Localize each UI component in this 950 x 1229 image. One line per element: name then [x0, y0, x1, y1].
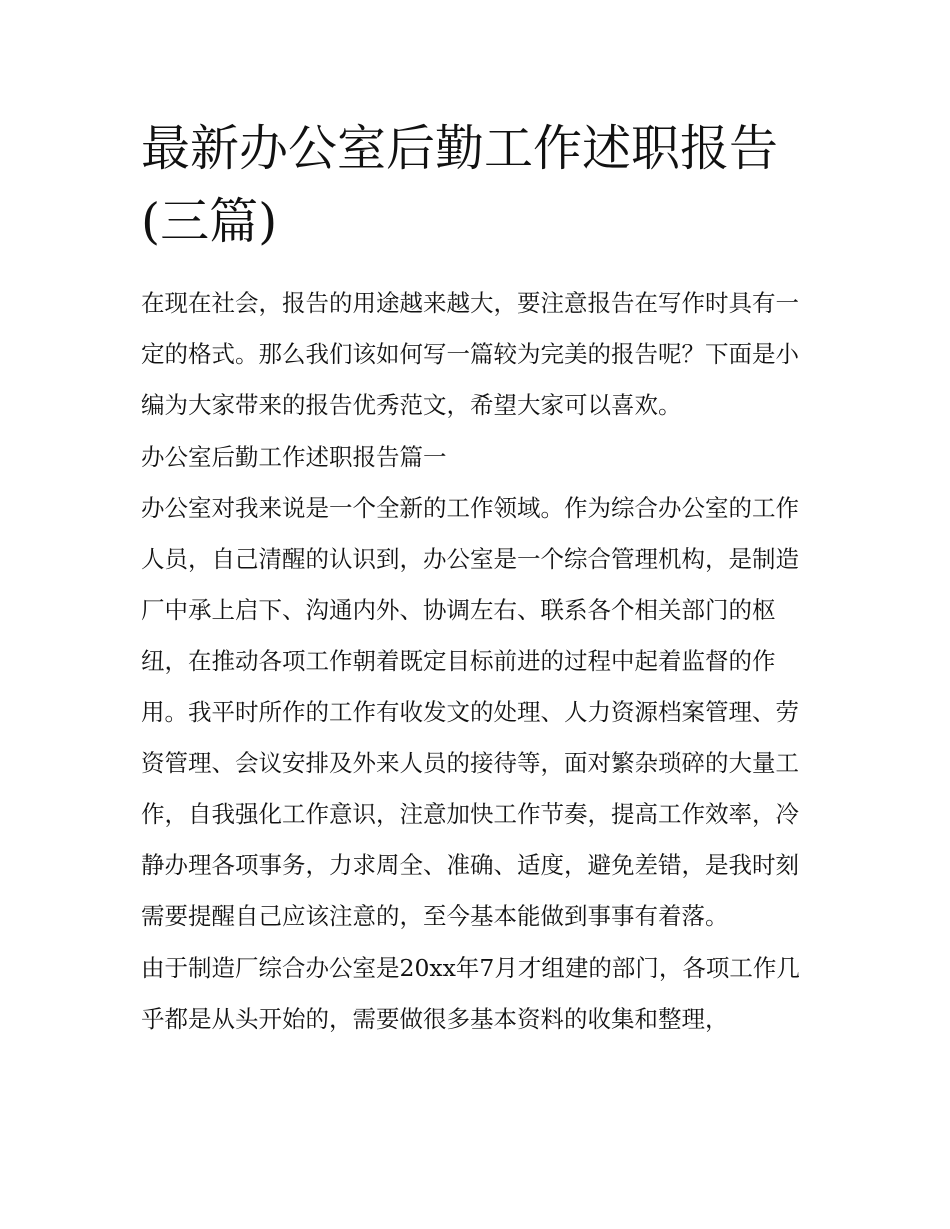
body-paragraph-2: 由于制造厂综合办公室是20xx年7月才组建的部门，各项工作几乎都是从头开始的，需要做很多基本资料的收集和整理，: [141, 954, 800, 1033]
intro-paragraph: 在现在社会，报告的用途越来越大，要注意报告在写作时具有一定的格式。那么我们该如何写一篇较为完美的报告呢？下面是小编为大家带来的报告优秀范文，希望大家可以喜欢。: [141, 289, 799, 419]
document-body: [141, 278, 813, 1046]
document-title: 最新办公室后勤工作述职报告(三篇): [141, 120, 779, 250]
body-paragraph-1: 办公室对我来说是一个全新的工作领域。作为综合办公室的工作人员，自己清醒的认识到，办公室是一个综合管理机构，是制造厂中承上启下、沟通内外、协调左右、联系各个相关部门的枢纽，在推动各项工作朝着既定目标前进的过程中起着监督的作用。我平时所作的工作有收发文的处理、人力资源档案管理、劳资管理、会议安排及外来人员的接待等，面对繁杂琐碎的大量工作，自我强化工作意识，注意加快工作节奏，提高工作效率，冷静办理各项事务，力求周全、准确、适度，避免差错，是我时刻需要提醒自己应该注意的，至今基本能做到事事有着落。: [141, 494, 799, 930]
section-heading: 办公室后勤工作述职报告篇一: [141, 443, 447, 471]
